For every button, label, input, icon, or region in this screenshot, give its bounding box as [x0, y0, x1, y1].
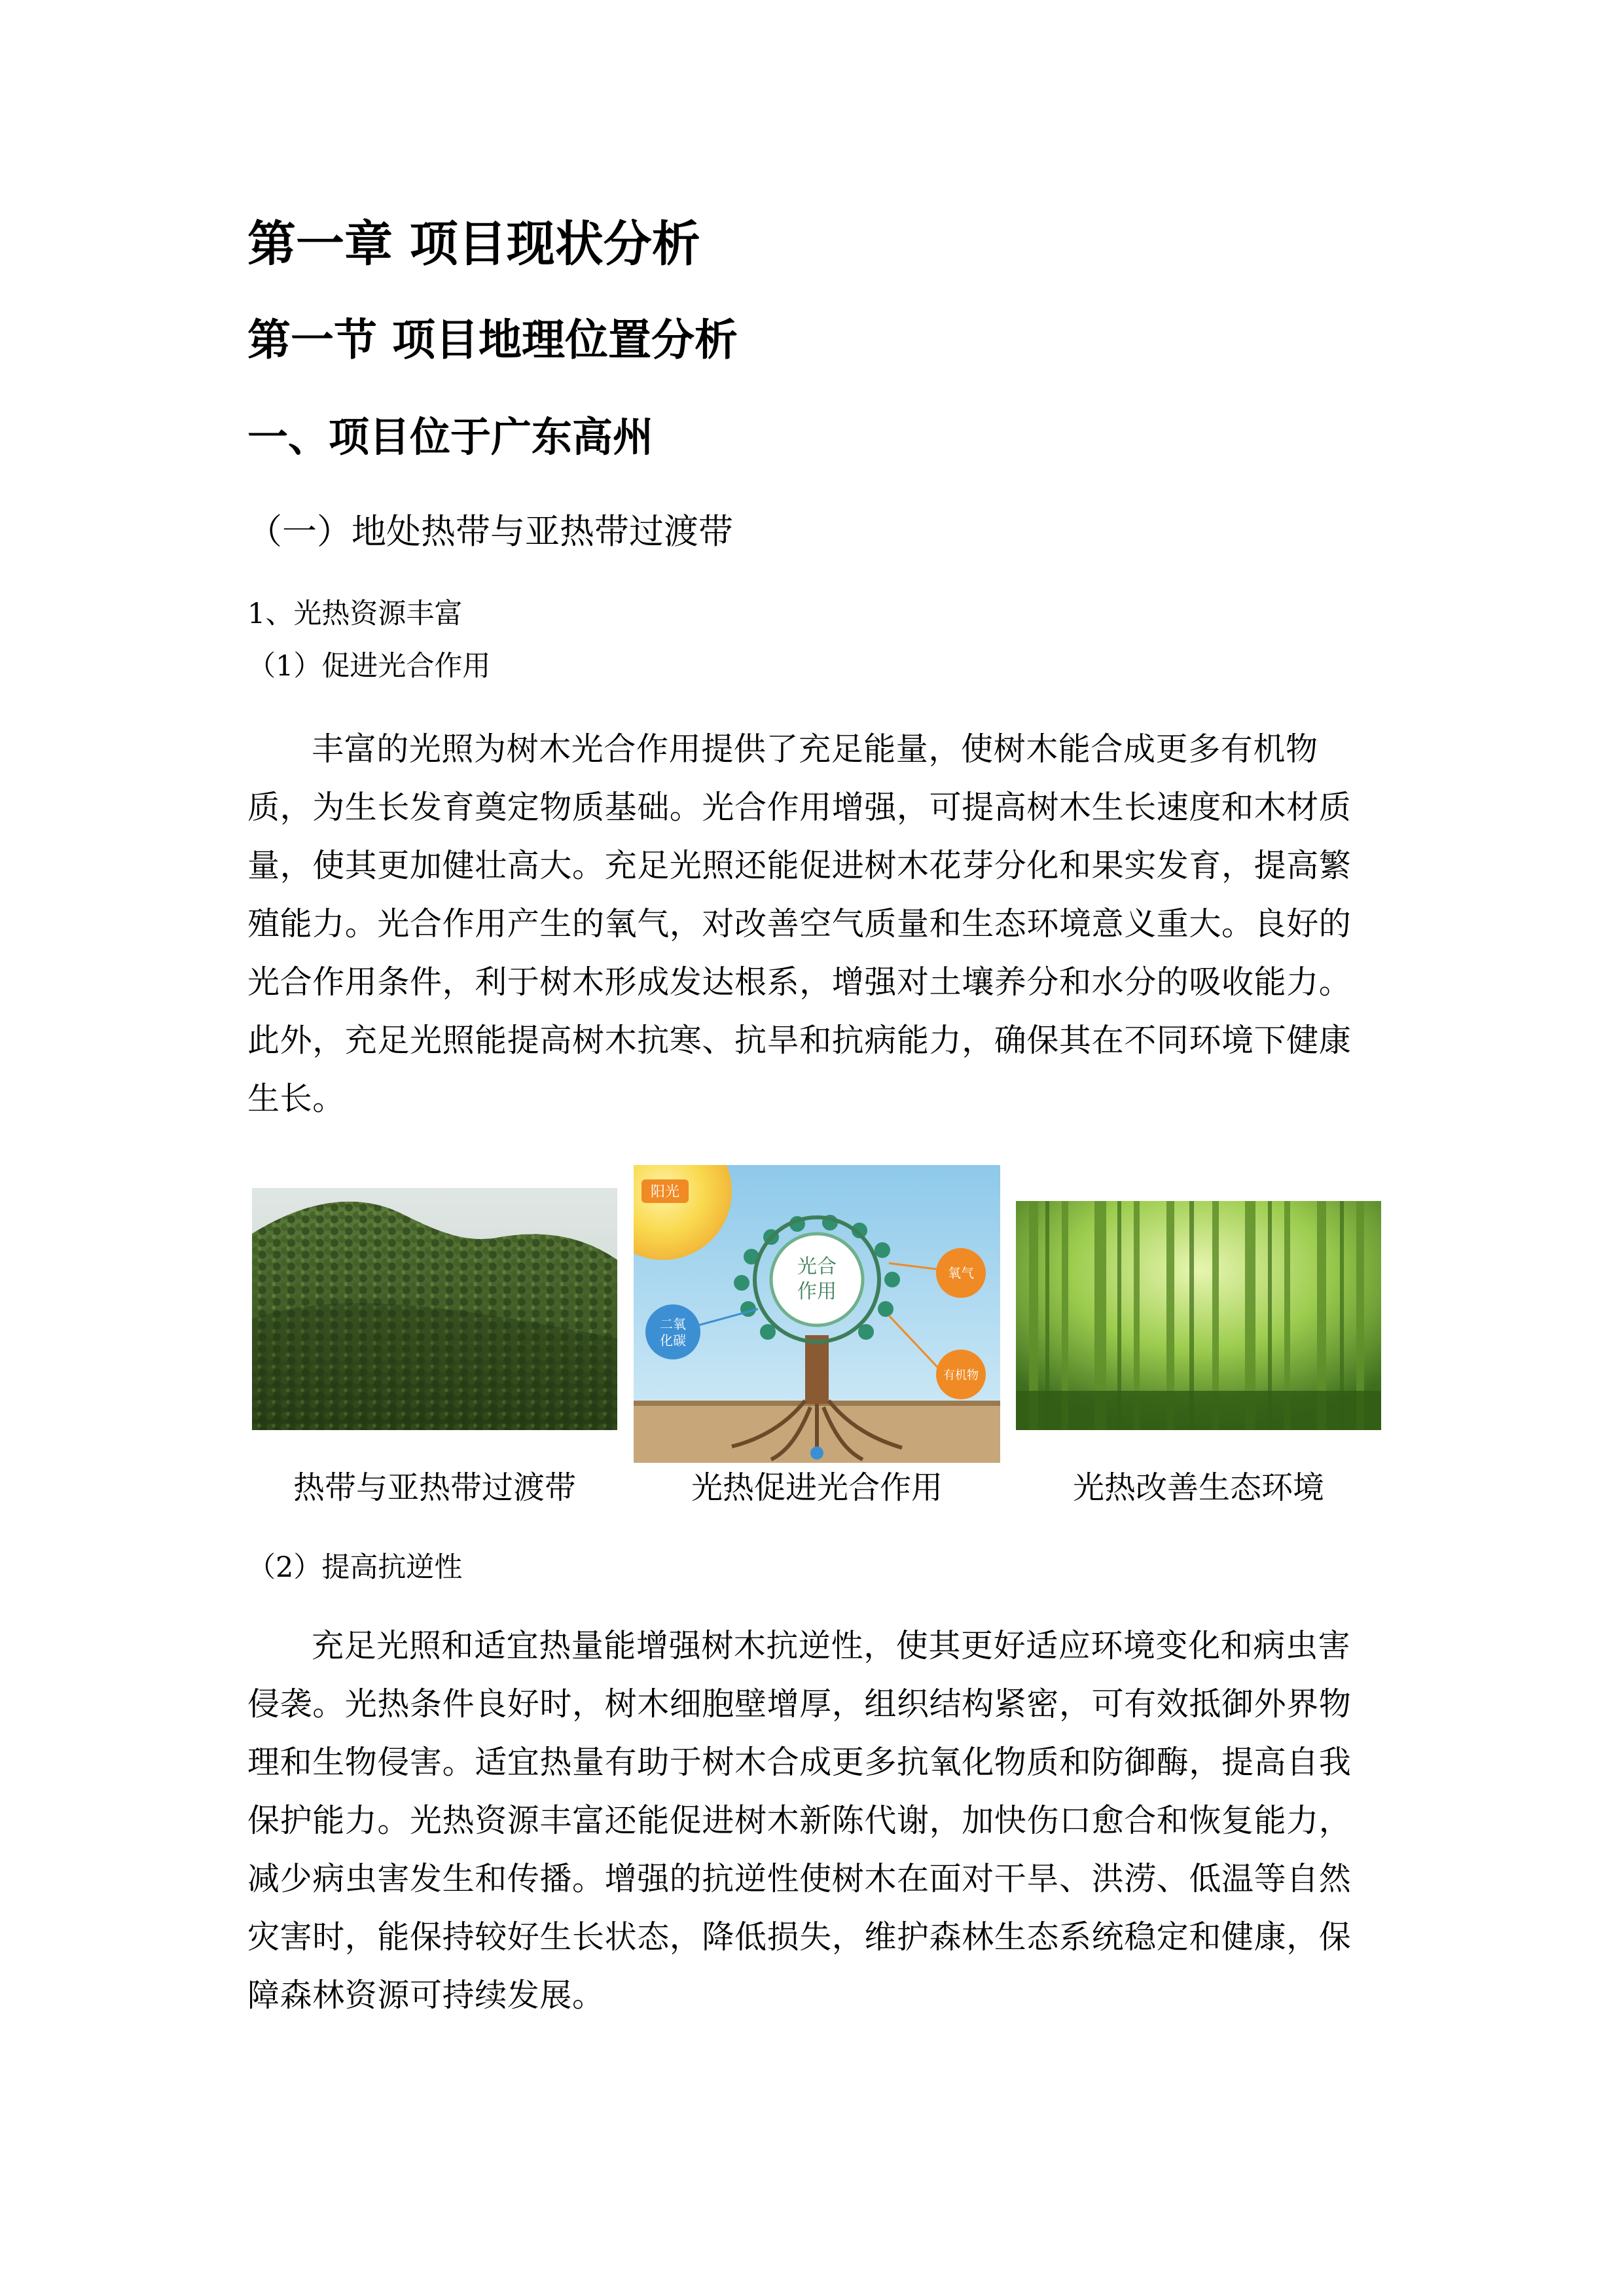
figure-caption: 光热改善生态环境: [1072, 1469, 1324, 1506]
paragraph-line: 减少病虫害发生和传播。增强的抗逆性使树木在面对干旱、洪涝、低温等自然: [247, 1860, 1352, 1897]
photosynthesis-diagram: [634, 1165, 1000, 1463]
paragraph-line: 灾害时，能保持较好生长状态，降低损失，维护森林生态系统稳定和健康，保: [247, 1918, 1352, 1956]
paragraph-line: 充足光照和适宜热量能增强树木抗逆性，使其更好适应环境变化和病虫害: [312, 1627, 1351, 1664]
paragraph-line: 此外，充足光照能提高树木抗寒、抗旱和抗病能力，确保其在不同环境下健康: [247, 1022, 1352, 1059]
paragraph-line: 质，为生长发育奠定物质基础。光合作用增强，可提高树木生长速度和木材质: [247, 789, 1352, 826]
right-top-label: 氧气: [948, 1265, 974, 1281]
block1-paragraph: [247, 720, 1373, 1128]
left-label-line1: 二氧: [660, 1316, 686, 1332]
paragraph-line: 侵袭。光热条件良好时，树木细胞壁增厚，组织结构紧密，可有效抵御外界物: [247, 1685, 1352, 1723]
paragraph-line: 丰富的光照为树木光合作用提供了充足能量，使树木能合成更多有机物: [312, 730, 1318, 768]
bamboo-forest-image: [1016, 1201, 1381, 1430]
paragraph-line: 光合作用条件，利于树木形成发达根系，增强对土壤养分和水分的吸收能力。: [247, 963, 1352, 1001]
paragraph-line: 殖能力。光合作用产生的氧气，对改善空气质量和生态环境意义重大。良好的: [247, 905, 1352, 942]
paragraph-line: 理和生物侵害。适宜热量有助于树木合成更多抗氧化物质和防御酶，提高自我: [247, 1744, 1352, 1781]
center-label-line1: 光合: [797, 1255, 837, 1278]
section-title: 第一节 项目地理位置分析: [247, 315, 738, 365]
sun-label: 阳光: [650, 1184, 680, 1200]
point-title: 1、光热资源丰富: [247, 598, 463, 630]
right-bottom-label: 有机物: [943, 1369, 979, 1382]
paragraph-line: 保护能力。光热资源丰富还能促进树木新陈代谢，加快伤口愈合和恢复能力，: [247, 1802, 1352, 1839]
chapter-title: 第一章 项目现状分析: [247, 216, 700, 272]
block1-heading: （1）促进光合作用: [247, 650, 491, 683]
left-label-line2: 化碳: [660, 1333, 686, 1348]
item-title: （一）地处热带与亚热带过渡带: [247, 512, 733, 552]
block2-heading: （2）提高抗逆性: [247, 1551, 463, 1584]
mountain-forest-image: [252, 1188, 617, 1430]
paragraph-line: 生长。: [247, 1080, 345, 1117]
figure-caption: 光热促进光合作用: [691, 1469, 943, 1506]
paragraph-line: 量，使其更加健壮高大。充足光照还能促进树木花芽分化和果实发育，提高繁: [247, 847, 1352, 884]
subsection-title: 一、项目位于广东高州: [247, 413, 654, 461]
block2-paragraph: [247, 1617, 1373, 2024]
paragraph-line: 障森林资源可持续发展。: [247, 1977, 605, 2014]
figure-caption: 热带与亚热带过渡带: [293, 1469, 576, 1506]
center-label-line2: 作用: [797, 1280, 837, 1303]
